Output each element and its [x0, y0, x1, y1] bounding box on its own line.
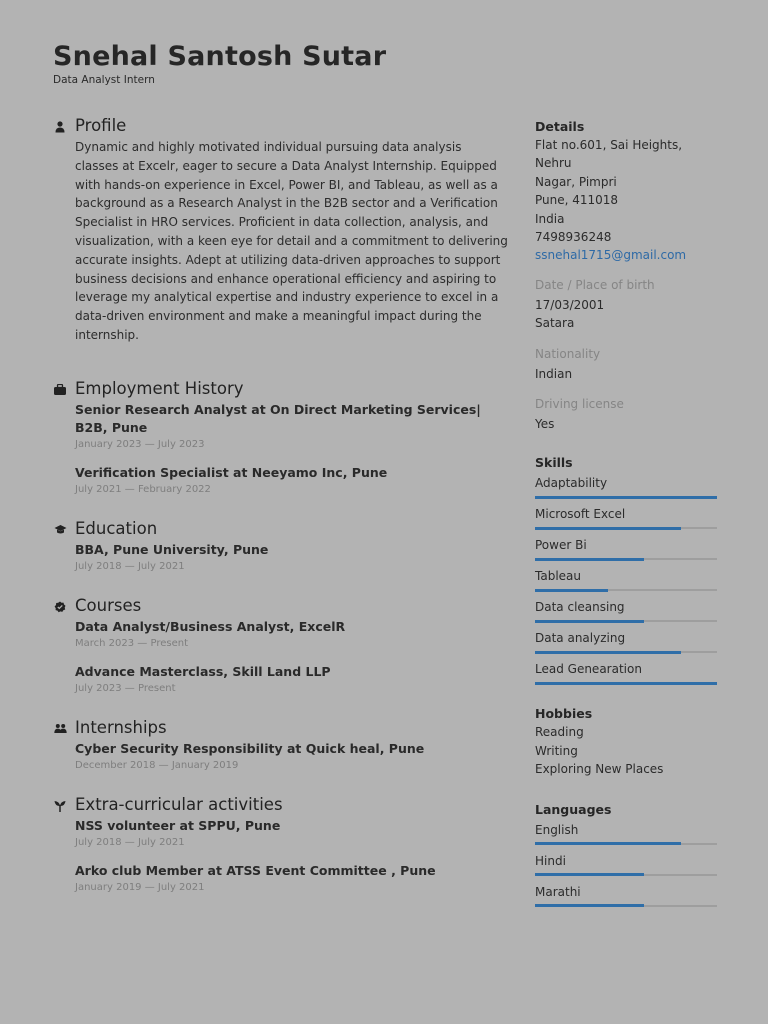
language-item [535, 883, 720, 914]
level-bar-fill [535, 527, 681, 530]
graduation-cap-icon [53, 523, 67, 537]
internships-heading: Internships [75, 717, 167, 737]
employment-section [53, 379, 508, 497]
skill-item [535, 629, 720, 660]
candidate-name: Snehal Santosh Sutar [53, 41, 387, 72]
activity-entry [75, 817, 508, 850]
dob-value: 17/03/2001 [535, 297, 605, 312]
education-entry-date: July 2018 — July 2021 [75, 560, 185, 572]
language-name: English [535, 822, 579, 837]
extracurricular-heading: Extra-curricular activities [75, 794, 283, 814]
level-bar-fill [535, 682, 717, 685]
briefcase-icon [53, 383, 67, 397]
details-section [535, 118, 720, 433]
resume-header [53, 40, 386, 86]
badge-icon [53, 600, 67, 614]
course-entry-title: Advance Masterclass, Skill Land LLP [75, 663, 331, 679]
course-entry-title: Data Analyst/Business Analyst, ExcelR [75, 618, 346, 634]
license-value: Yes [535, 417, 555, 432]
plant-icon [53, 799, 67, 813]
skill-name: Microsoft Excel [535, 507, 626, 522]
person-icon [53, 120, 67, 134]
education-entry-title: BBA, Pune University, Pune [75, 541, 269, 557]
course-entry-date: July 2023 — Present [75, 682, 176, 694]
hobbies-section [535, 705, 720, 778]
skill-item [535, 598, 720, 629]
phone-number: 7498936248 [535, 230, 612, 245]
address-line: Pune, 411018 [535, 193, 619, 208]
education-heading: Education [75, 518, 158, 538]
employment-entry-date: July 2021 — February 2022 [75, 483, 211, 495]
language-name: Hindi [535, 853, 566, 868]
nationality-label: Nationality [535, 346, 601, 361]
course-entry [75, 663, 508, 696]
address-line: Flat no.601, Sai Heights, Nehru [535, 138, 683, 171]
dob-label: Date / Place of birth [535, 277, 655, 292]
email-link[interactable]: ssnehal1715@gmail.com [535, 248, 687, 263]
languages-section [535, 799, 720, 914]
employment-heading: Employment History [75, 378, 244, 398]
main-column [53, 116, 508, 907]
level-bar-fill [535, 904, 644, 907]
internship-entry-title: Cyber Security Responsibility at Quick heal, Pune [75, 740, 425, 756]
sidebar-column [535, 118, 720, 914]
details-heading: Details [535, 119, 585, 134]
level-bar-track [535, 558, 717, 560]
address-line: India [535, 211, 565, 226]
profile-summary: Dynamic and highly motivated individual pursuing data analysis classes at Excelr, eager to secure a Data Analyst Internship. Equipped with hands-on experience in Excel, Power BI, and Tableau, as well as a background as a Research Analyst in the B2B sector and a Verification Specialist in HRO services. Proficient in data collection, analysis, and visualization, with a keen eye for detail and a commitment to delivering accurate insights. Adept at utilizing data-driven approaches to support business decisions and enhance operational efficiency and aspiring to leverage my analytical expertise and industry experience to excel in a data-driven environment and make a meaningful impact during the internship. [75, 140, 508, 342]
level-bar-fill [535, 873, 644, 876]
employment-entry-title: Senior Research Analyst at On Direct Marketing Services| B2B, Pune [75, 401, 481, 435]
address-line: Nagar, Pimpri [535, 174, 617, 189]
people-icon [53, 722, 67, 736]
level-bar-fill [535, 558, 644, 561]
level-bar-fill [535, 589, 608, 592]
language-item [535, 852, 720, 883]
level-bar-track [535, 620, 717, 622]
level-bar-track [535, 651, 717, 653]
birthplace-value: Satara [535, 316, 575, 331]
hobby-item: Exploring New Places [535, 762, 664, 777]
internships-section [53, 718, 508, 773]
profile-heading: Profile [75, 116, 127, 135]
internship-entry-date: December 2018 — January 2019 [75, 759, 239, 771]
skill-name: Power Bi [535, 538, 587, 553]
skill-name: Tableau [535, 569, 581, 584]
activity-entry-date: January 2019 — July 2021 [75, 881, 205, 893]
level-bar-track [535, 527, 717, 529]
skill-item [535, 567, 720, 598]
level-bar-fill [535, 842, 681, 845]
hobby-item: Writing [535, 743, 578, 758]
license-label: Driving license [535, 397, 624, 412]
language-name: Marathi [535, 884, 581, 899]
skill-item [535, 474, 720, 505]
course-entry-date: March 2023 — Present [75, 637, 188, 649]
courses-section [53, 596, 508, 696]
skills-section [535, 452, 720, 691]
level-bar-fill [535, 620, 644, 623]
profile-section [53, 116, 508, 345]
level-bar-fill [535, 651, 681, 654]
level-bar-track [535, 843, 717, 845]
level-bar-track [535, 496, 717, 498]
courses-heading: Courses [75, 595, 142, 615]
skills-heading: Skills [535, 455, 573, 471]
skills-list [535, 474, 720, 691]
employment-entry-title: Verification Specialist at Neeyamo Inc, Pune [75, 464, 388, 480]
skill-name: Data analyzing [535, 631, 626, 646]
hobbies-heading: Hobbies [535, 706, 593, 722]
education-entry [75, 541, 508, 574]
skill-name: Data cleansing [535, 600, 625, 615]
education-section [53, 519, 508, 574]
activity-entry-title: Arko club Member at ATSS Event Committee , Pune [75, 862, 436, 878]
internship-entry [75, 740, 508, 773]
level-bar-fill [535, 496, 717, 499]
employment-entry-date: January 2023 — July 2023 [75, 438, 205, 450]
course-entry [75, 618, 508, 651]
skill-item [535, 536, 720, 567]
level-bar-track [535, 682, 717, 684]
level-bar-track [535, 589, 717, 591]
level-bar-track [535, 905, 717, 907]
skill-item [535, 660, 720, 691]
activity-entry [75, 862, 508, 895]
extracurricular-section [53, 795, 508, 895]
languages-heading: Languages [535, 801, 612, 817]
language-item [535, 821, 720, 852]
skill-name: Lead Genearation [535, 662, 642, 677]
skill-name: Adaptability [535, 476, 608, 491]
hobby-item: Reading [535, 725, 584, 740]
employment-entry [75, 464, 508, 497]
activity-entry-date: July 2018 — July 2021 [75, 836, 185, 848]
candidate-title: Data Analyst Intern [53, 74, 155, 86]
skill-item [535, 505, 720, 536]
activity-entry-title: NSS volunteer at SPPU, Pune [75, 817, 281, 833]
nationality-value: Indian [535, 366, 573, 381]
languages-list [535, 821, 720, 914]
level-bar-track [535, 874, 717, 876]
employment-entry [75, 401, 508, 452]
